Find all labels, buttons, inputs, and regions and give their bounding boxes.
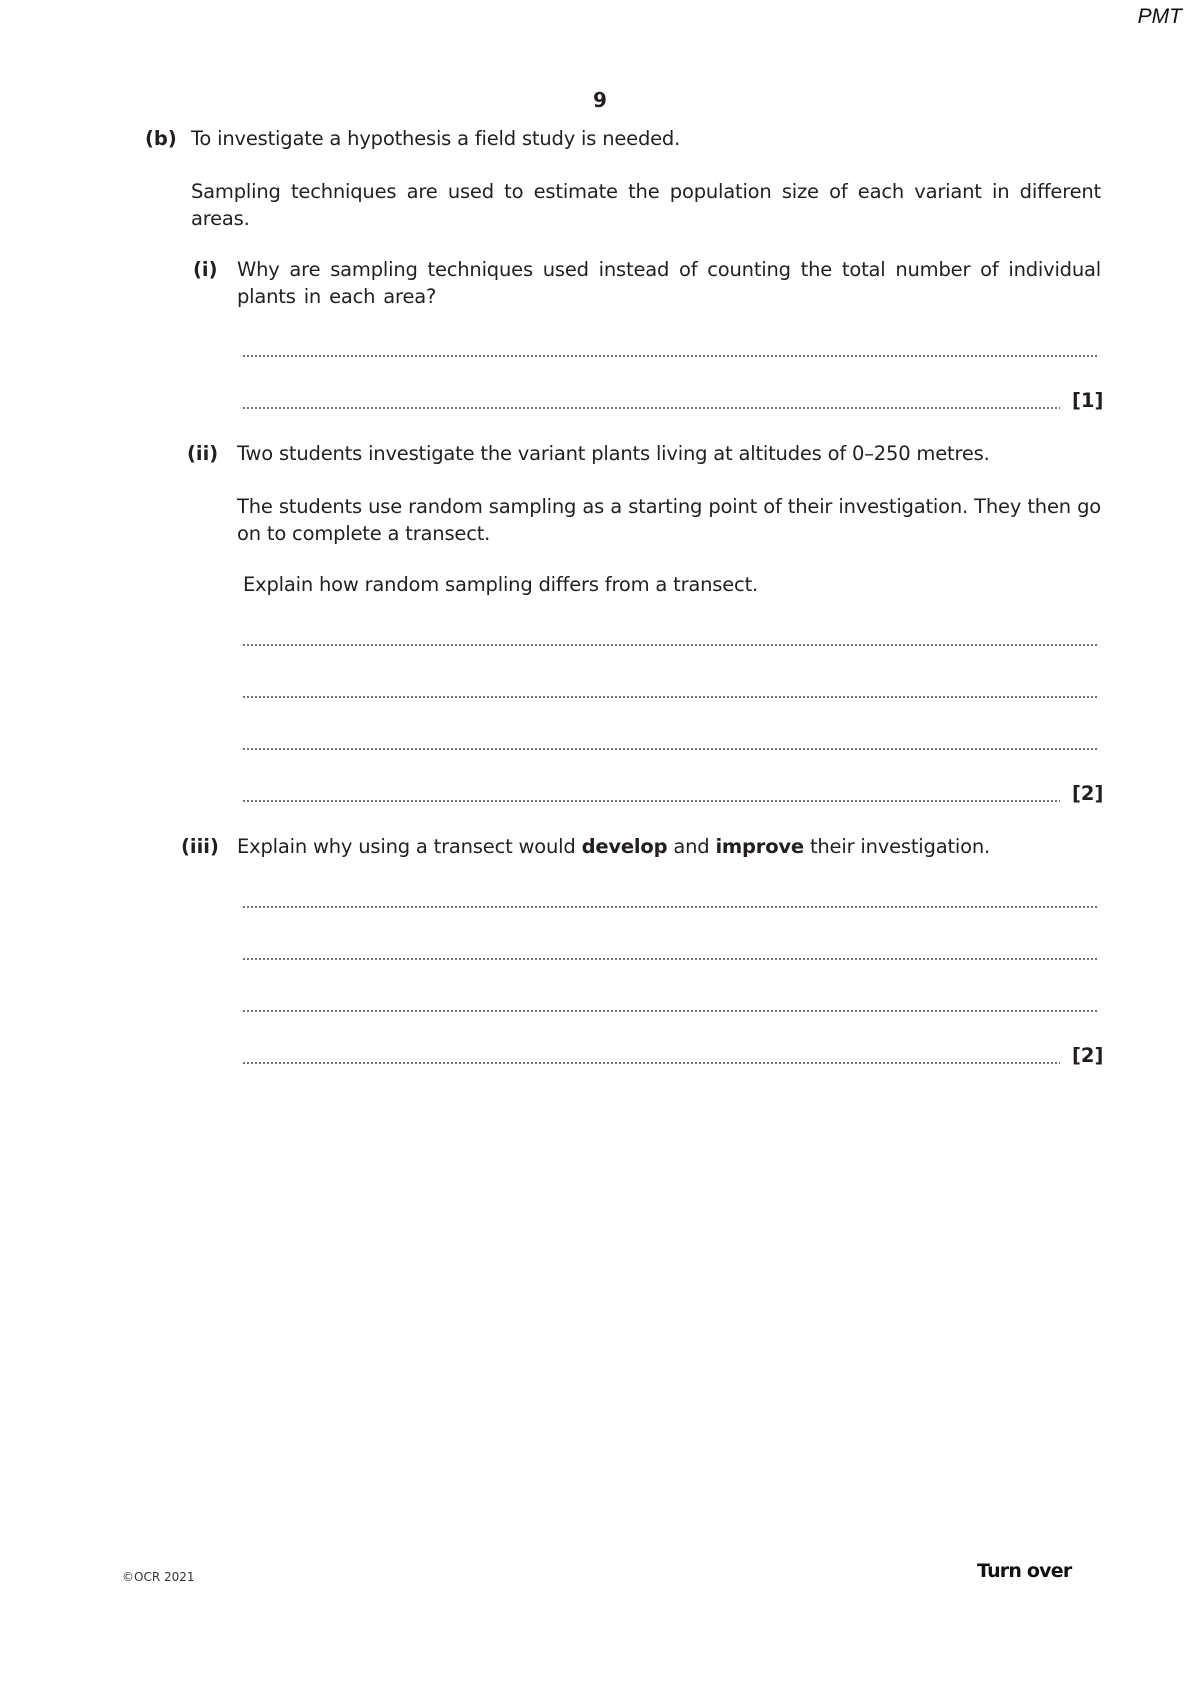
question-iii-label: (iii)	[181, 835, 219, 858]
answer-line-i-1[interactable]	[242, 355, 1099, 357]
page-number: 9	[593, 88, 607, 112]
answer-line-iii-4[interactable]	[242, 1062, 1060, 1064]
part-b-label: (b)	[145, 127, 177, 150]
emphasis-improve: improve	[715, 835, 804, 858]
emphasis-develop: develop	[581, 835, 668, 858]
answer-line-ii-4[interactable]	[242, 800, 1060, 802]
answer-line-iii-2[interactable]	[242, 958, 1099, 960]
answer-line-ii-2[interactable]	[242, 696, 1099, 698]
question-iii-text-post: their investigation.	[803, 835, 991, 858]
copyright: ©OCR 2021	[122, 1570, 195, 1584]
turn-over: Turn over	[977, 1560, 1072, 1582]
question-i-text: Why are sampling techniques used instead of counting the total number of individual plants in each area?	[237, 258, 1101, 308]
part-b-intro: To investigate a hypothesis a field study is needed.	[191, 127, 681, 150]
answer-line-iii-3[interactable]	[242, 1010, 1099, 1012]
pmt-watermark: PMT	[1137, 5, 1182, 28]
marks-i: [1]	[1072, 389, 1104, 412]
question-iii-text-mid: and	[667, 835, 716, 858]
answer-line-i-2[interactable]	[242, 407, 1060, 409]
answer-line-ii-1[interactable]	[242, 644, 1099, 646]
answer-line-iii-1[interactable]	[242, 906, 1099, 908]
question-iii-text-pre: Explain why using a transect would	[237, 835, 582, 858]
part-b-context: Sampling techniques are used to estimate the population size of each variant in different areas.	[191, 180, 1101, 230]
marks-ii: [2]	[1072, 782, 1104, 805]
question-i-label: (i)	[193, 258, 218, 281]
answer-line-ii-3[interactable]	[242, 748, 1099, 750]
question-ii-context: The students use random sampling as a starting point of their investigation. They then go on to complete a transect.	[237, 495, 1101, 545]
question-ii-statement: Two students investigate the variant plants living at altitudes of 0–250 metres.	[237, 442, 990, 465]
marks-iii: [2]	[1072, 1044, 1104, 1067]
question-ii-label: (ii)	[187, 442, 219, 465]
question-ii-text: Explain how random sampling differs from a transect.	[243, 573, 759, 596]
question-iii-text	[237, 833, 990, 860]
